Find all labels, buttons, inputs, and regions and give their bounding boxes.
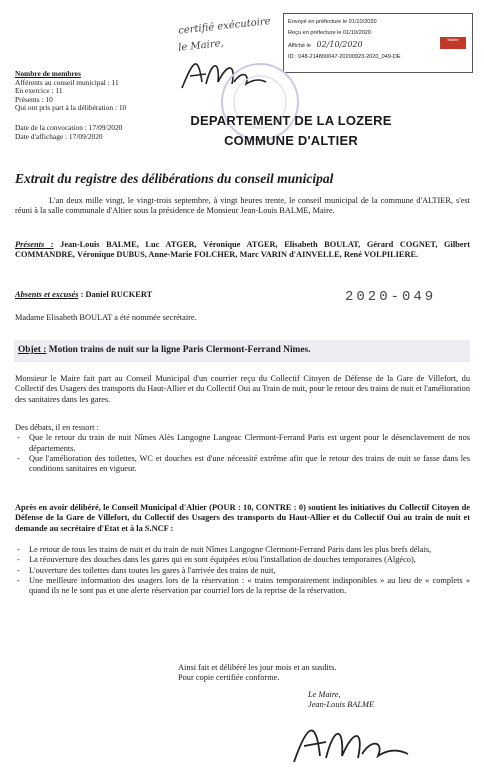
demand-item: - L'ouverture des toilettes dans toutes les gares à l'arrivée des trains de nuit, <box>15 566 470 576</box>
debate-item: - Que le retour du train de nuit Nîmes Alès Langogne Langeac Clermont-Ferrand Paris est urgent pour le désenclavement de nos départements. <box>15 433 470 454</box>
intro-paragraph: L'an deux mille vingt, le vingt-trois septembre, à vingt heures trente, le conseil municipal de la commune d'ALTIER, s'est réuni à la salle communale d'Altier sous la présidence de Monsieur Jean-Louis BALME, Maire. <box>15 196 470 216</box>
convocation-date: Date de la convocation : 17/09/2020 <box>15 123 123 132</box>
absent-block: Absents et excusés : Daniel RUCKERT <box>15 290 153 299</box>
affichage-date: Date d'affichage : 17/09/2020 <box>15 131 103 141</box>
debates-intro: Des débats, il en ressort : <box>15 423 99 432</box>
present-names: Jean-Louis BALME, Luc ATGER, Véronique ATGER, Elisabeth BOULAT, Gérard COGNET, Gilbert COMMANDRE, Véronique DUBUS, Anne-Marie FOLCHER, Marc VARIN d'AINVELLE, René VOLPILIERE. <box>15 240 470 260</box>
objet-line <box>18 345 468 355</box>
signature-bottom <box>286 712 416 770</box>
debate-item: - Que l'amélioration des toilettes, WC et douches est d'une nécessité extrême afin que le retour des trains de nuit se fasse dans les conditions sanitaires en vigueur. <box>15 454 470 475</box>
members-heading: Nombre de membres <box>15 69 81 78</box>
debates-block <box>15 423 470 474</box>
absent-names: Daniel RUCKERT <box>85 290 153 299</box>
signature-block <box>308 690 468 711</box>
demand-item: - Le retour de tous les trains de nuit et du train de nuit Nîmes Langogne Clermont-Ferrand Paris dans les plus brefs délais, <box>15 545 470 555</box>
deliberation-number: 2020-049 <box>345 289 437 305</box>
members-line: Présents : 10 <box>15 94 53 104</box>
closing-line: Pour copie certifiée conforme. <box>178 673 280 683</box>
members-block <box>15 70 185 113</box>
closing-block <box>178 663 468 684</box>
absent-label: Absents et excusés <box>15 290 79 299</box>
stamp-posted-label: Affiché le <box>288 43 311 49</box>
demands-list <box>15 545 470 596</box>
commune-name: COMMUNE D'ALTIER <box>224 133 358 148</box>
stamp-sent: Envoyé en préfecture le 01/10/2020 <box>288 19 377 25</box>
signature-name: Jean-Louis BALME <box>308 700 375 710</box>
paragraph-courrier: Monsieur le Maire fait part au Conseil Municipal d'un courrier reçu du Collectif Citoyen de Défense de la Gare de Villefort, du Collectif des Usagers des transports du Haut-Allier et du Collectif Oui au Train de nuit, pour le retour des trains de nuit et l'amélioration des sanitaires dans les gares. <box>15 374 470 404</box>
department-header <box>186 113 396 148</box>
present-label: Présents : <box>15 240 54 249</box>
prefecture-stamp <box>283 13 473 73</box>
members-line: Afférents au conseil municipal : 11 <box>15 77 119 87</box>
stamp-received: Reçu en préfecture le 01/10/2020 <box>288 30 372 36</box>
dates-block <box>15 124 185 141</box>
handwritten-note <box>177 16 288 54</box>
closing-line: Ainsi fait et délibéré les jour mois et an susdits. <box>178 663 337 672</box>
present-block <box>15 240 470 261</box>
objet-text: Motion trains de nuit sur la ligne Paris Clermont-Ferrand Nîmes. <box>48 345 311 355</box>
members-line: En exercice : 11 <box>15 86 63 96</box>
demand-item: - La réouverture des douches dans les gares qui en sont équipées et/ou l'installation de douches temporaires (Algéco), <box>15 555 470 565</box>
department-name: DEPARTEMENT DE LA LOZERE <box>190 113 392 128</box>
stamp-id: ID : 048-214800047-20200923-2020_049-DE <box>288 54 401 60</box>
objet-label: Objet : <box>18 345 47 355</box>
stamp-posted-date: 02/10/2020 <box>316 40 363 49</box>
handwritten-line: certifié exécutoire <box>177 16 272 37</box>
stamp-logo: Mairie <box>440 37 466 49</box>
page-title: Extrait du registre des délibérations du conseil municipal <box>15 171 334 186</box>
demand-item: - Une meilleure information des usagers lors de la réservation : « trains temporairement indisponibles » au lieu de « complets » quand ils ne le sont pas et une alerte réservation par courriel lors de la reprise de la réservation. <box>15 576 470 597</box>
decision-paragraph: Après en avoir délibéré, le Conseil Municipal d'Altier (POUR : 10, CONTRE : 0) soutient les initiatives du Collectif Citoyen de Défense de la Gare de Villefort, du Collectif des Usagers des transports du Haut-Allier et du Collectif Oui au train de nuit et demande au secrétaire d'Etat et à la S.NCF : <box>15 503 470 533</box>
members-line: Qui ont pris part à la délibération : 10 <box>15 103 127 113</box>
signature-role: Le Maire, <box>308 690 341 699</box>
secretary-line: Madame Elisabeth BOULAT a été nommée secrétaire. <box>15 313 197 322</box>
handwritten-line: le Maire, <box>177 38 225 54</box>
